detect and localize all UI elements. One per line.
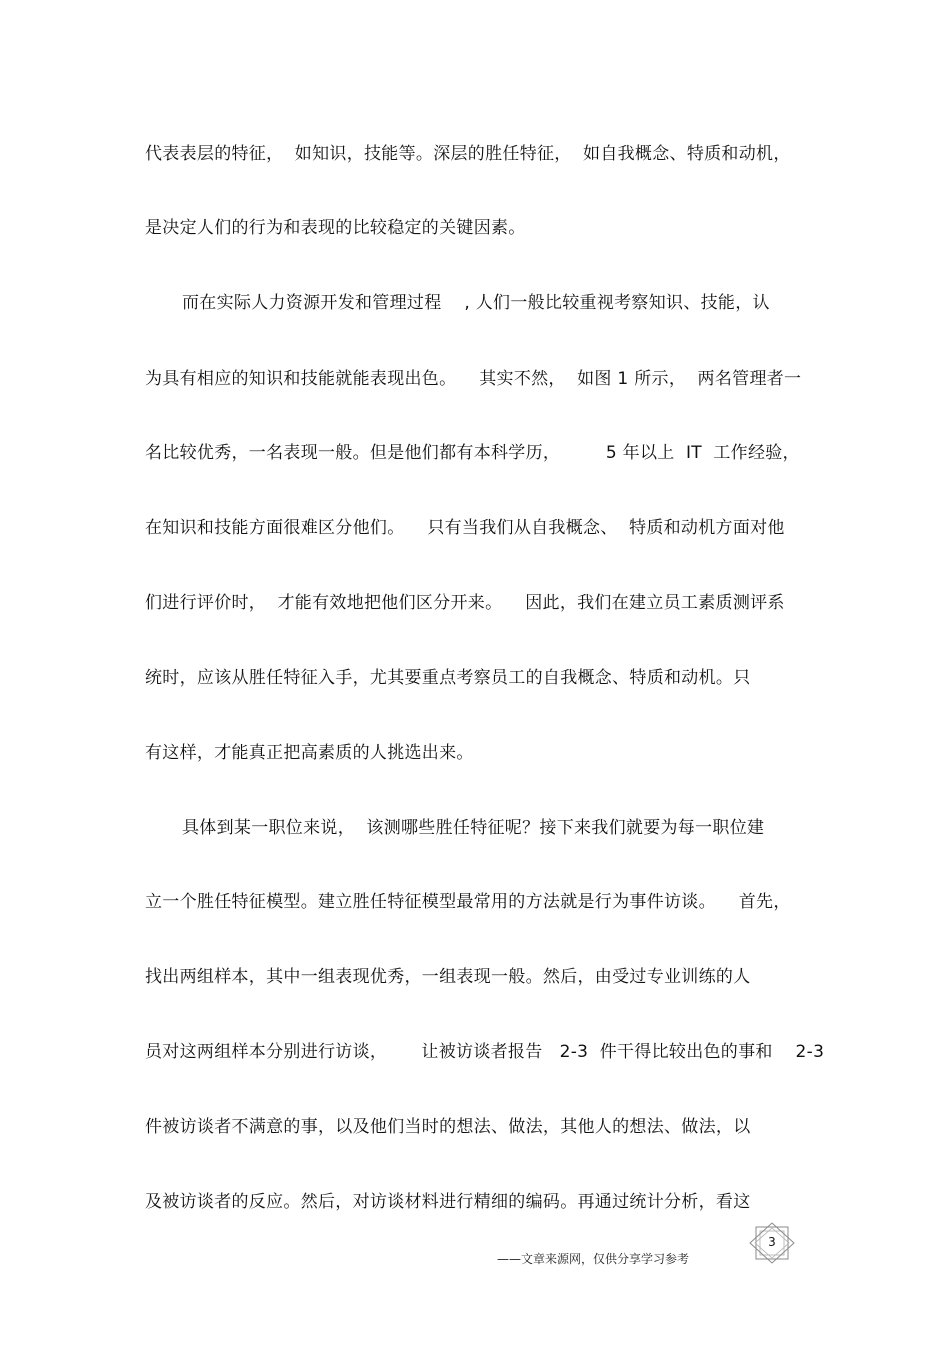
- page-number-badge: [748, 1222, 796, 1264]
- text-line-13: 员对这两组样本分别进行访谈， 让被访谈者报告 2-3 件干得比较出色的事和 2-3: [145, 1042, 825, 1062]
- text-line-12: 找出两组样本，其中一组表现优秀，一组表现一般。然后，由受过专业训练的人: [145, 967, 751, 987]
- text-line-10: 具体到某一职位来说， 该测哪些胜任特征呢？接下来我们就要为每一职位建: [182, 818, 765, 838]
- source-note: ——文章来源网，仅供分享学习参考: [497, 1252, 690, 1266]
- text-line-15: 及被访谈者的反应。然后，对访谈材料进行精细的编码。再通过统计分析，看这: [145, 1192, 751, 1212]
- text-line-9: 有这样，才能真正把高素质的人挑选出来。: [145, 743, 474, 763]
- text-line-14: 件被访谈者不满意的事，以及他们当时的想法、做法，其他人的想法、做法，以: [145, 1117, 751, 1137]
- text-line-2: 是决定人们的行为和表现的比较稳定的关键因素。: [145, 218, 526, 238]
- text-line-8: 统时，应该从胜任特征入手，尤其要重点考察员工的自我概念、特质和动机。只: [145, 668, 751, 688]
- page-number: 3: [768, 1235, 776, 1249]
- text-line-11: 立一个胜任特征模型。建立胜任特征模型最常用的方法就是行为事件访谈。 首先，: [145, 892, 791, 912]
- text-line-1: 代表表层的特征， 如知识，技能等。深层的胜任特征， 如自我概念、特质和动机，: [145, 144, 791, 164]
- text-line-3: 而在实际人力资源开发和管理过程 , 人们一般比较重视考察知识、技能，认: [182, 293, 770, 313]
- text-line-7: 们进行评价时， 才能有效地把他们区分开来。 因此，我们在建立员工素质测评系: [145, 593, 785, 613]
- text-line-4: 为具有相应的知识和技能就能表现出色。 其实不然， 如图 1 所示， 两名管理者一: [145, 369, 802, 389]
- text-line-6: 在知识和技能方面很难区分他们。 只有当我们从自我概念、 特质和动机方面对他: [145, 518, 785, 538]
- text-line-5: 名比较优秀，一名表现一般。但是他们都有本科学历， 5 年以上 IT 工作经验，: [145, 443, 800, 463]
